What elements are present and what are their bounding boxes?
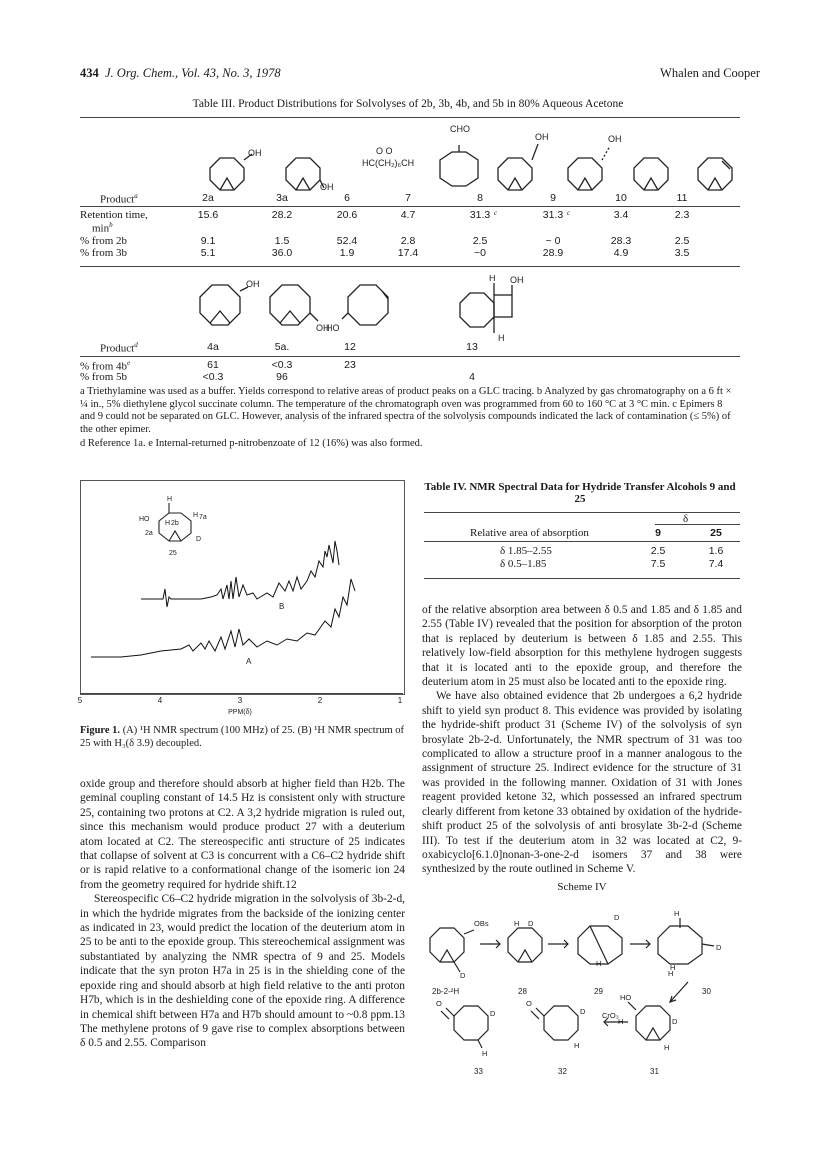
axis-tick: 5 [77, 696, 83, 705]
scheme-label: H [664, 1043, 670, 1052]
table3-cell: 1.9 [339, 247, 355, 259]
scheme-label: HO [620, 993, 632, 1002]
table3-cell: 4.7 [400, 209, 416, 221]
compound-label: 13 [466, 341, 478, 353]
compound-label: 6 [344, 192, 350, 204]
compound-label: 4a [207, 341, 219, 353]
struct-label: O O [376, 146, 393, 156]
fig-struct-label: HO [139, 516, 150, 523]
scheme-label: D [528, 919, 534, 928]
struct-4a [200, 285, 240, 325]
table3-cell: 4 [469, 371, 475, 383]
struct-8 [498, 158, 532, 190]
table4-cell: 7.5 [650, 558, 666, 570]
axis-tick: 4 [157, 696, 163, 705]
scheme-label: O [526, 999, 532, 1008]
compound-label: 10 [615, 192, 627, 204]
trace-a [91, 579, 355, 657]
figure1-caption: Figure 1. (A) ¹H NMR spectrum (100 MHz) of 25. (B) ¹H NMR spectrum of 25 with H₃(δ 3.9) decoupled. [80, 725, 404, 749]
fig-struct-label: H [167, 496, 173, 503]
struct-label: OH [320, 182, 334, 192]
scheme-label: OBs [474, 919, 489, 928]
table3-cell: 15.6 [197, 209, 219, 221]
row-label-cont: $\min^b$ [92, 221, 113, 235]
fig-struct-label: 2b [171, 520, 179, 527]
scheme-label: D [614, 913, 620, 922]
paragraph: Stereospecific C6–C2 hydride migration in the solvolysis of 3b-2-d, in which the hydride migrates from the backside of the ionizing center as indicated in 23, would predict the location of the deuterium atom in 25 to be anti to the epoxide group. This stereochemical assignment was substantiated by analyzing the NMR spectra of 9 and 25. Models indicate that the syn proton H7a in 25 is in the shielding cone of the epoxide ring and should absorb at high field relative to the anti proton H7b, which is in the deshielding cone of the epoxide ring. A difference in chemical shift between H7a and H7b should amount to ~0.8 ppm.13 The methylene protons of 9 gave rise to complex absorptions between δ 0.5 and 2.55. Comparison [80, 893, 405, 1050]
paragraph: We have also obtained evidence that 2b undergoes a 6,2 hydride shift to yield syn product 8. This evidence was provided by isolating the hydride-shift product 31 (Scheme IV) of the solvolysis of syn brosylate 2b-2-d. Unfortunately, the NMR spectrum of 31 was too complicated to allow a structure proof in a manner analogous to the assignment of structure 25. Indirect evidence for the structure of 31 was provided in the following manner. Oxidation of 31 with Jones reagent provided ketone 32, which possessed an infrared spectrum clearly different from ketone 33 obtained by oxidation of the hydride-shift product 25 of the solvolysis of anti brosylate 3b-2-d (Scheme III). To test if the deuterium atom in 32 was located at C2, 9-oxabicyclo[6.1.0]nonan-3-one-2-d isomers 37 and 38 were synthesized by the route outlined in Scheme V. [422, 690, 742, 876]
compound-label: 8 [477, 192, 483, 204]
table3-cell: <0.3 [271, 359, 293, 371]
table3-cell: <0.3 [202, 371, 224, 383]
left-column-text [80, 777, 405, 1051]
fig-struct-label: H [165, 520, 171, 527]
struct-label: H [498, 333, 505, 343]
table3-cell: 9.1 [200, 235, 216, 247]
table3-cell: 20.6 [336, 209, 358, 221]
scheme-label: H [668, 969, 674, 978]
scheme-label: D [716, 943, 722, 952]
struct-11 [698, 158, 732, 190]
struct-label: OH [248, 148, 262, 158]
table4-top-rule [424, 512, 740, 513]
scheme-compound: 33 [474, 1067, 483, 1076]
table3-cell: 52.4 [336, 235, 358, 247]
scheme-compound: 28 [518, 987, 527, 996]
table3-product2-header: Product$^d$ [100, 341, 138, 355]
row-label: % from 2b [80, 235, 128, 247]
fig-struct-label: 7a [199, 514, 207, 521]
axis-tick: 2 [317, 696, 323, 705]
struct-label: HO [326, 323, 340, 333]
scheme-label: D [672, 1017, 678, 1026]
scheme-label: H [574, 1041, 580, 1050]
table3-product-header: Product$^a$ [100, 192, 138, 206]
table3-cell: 3.5 [674, 247, 690, 259]
table3-cell: 2.3 [674, 209, 690, 221]
scheme-compound: 31 [650, 1067, 659, 1076]
footnote-marker: c [494, 209, 498, 217]
figure1-spectrum [81, 481, 404, 694]
scheme-compound: 2b-2-²H [432, 987, 460, 996]
struct-label: OH [535, 132, 549, 142]
table3-footnote: a Triethylamine was used as a buffer. Yields correspond to relative areas of product peaks on a GLC tracing. b Analyzed by gas chromatography on a 6 ft × ¼ in., 5% diethylene glycol succinate column. The temperature of the chromatograph oven was programmed from 60 to 160 °C at 3 °C min. c Epimers 8 and 9 could not be separated on GLC. However, analysis of the infrared spectra of the solvolysis compounds indicated the lack of contamination (≤ 5%) of the other epimer. [80, 386, 732, 435]
struct-label: OH [316, 323, 330, 333]
table3-cell: 28.9 [542, 247, 564, 259]
struct-label: OH [510, 275, 524, 285]
paragraph: oxide group and therefore should absorb at higher field than H2b. The geminal coupling constant of 14.5 Hz is consistent only with structure 25, containing two protons at C2. A 3,2 hydride migration is ruled out, since this mechanism would produce product 27 with a deuterium atom located at C2. The stereospecific anti structure of 25 indicates that collapse of solvent at C3 is concurrent with a C6–C2 hydride shift or is rapid relative to a conformational change of the isomeric ion 24 from the geometry required for hydride shift.12 [80, 778, 405, 891]
axis-label: PPM(δ) [228, 709, 252, 716]
axis-tick: 1 [397, 696, 403, 705]
axis-tick: 3 [237, 696, 243, 705]
scheme-label: H [482, 1049, 488, 1058]
footnote-marker-wrap [494, 209, 497, 223]
scheme-label: H [670, 963, 676, 972]
trace-label: A [246, 657, 252, 666]
struct-10 [634, 158, 668, 190]
scheme-label: H [514, 919, 520, 928]
table3-mid-rule [80, 266, 740, 267]
table3-cell: 23 [344, 359, 356, 371]
struct-label: HC(CH₂)₆CH [362, 158, 415, 168]
fig-struct-label: D [196, 536, 202, 543]
paragraph: of the relative absorption area between δ 0.5 and 1.85 and δ 1.85 and 2.55 (Table IV) revealed that the position for absorption of the proton that is replaced by deuterium is between δ 1.85 and 2.55. This relatively low-field absorption for this methylene hydrogen suggests that it is located anti to the epoxide group, and therefore the deuterium atom in 25 must also be located anti to the epoxide ring. [422, 604, 742, 689]
struct-label: OH [608, 134, 622, 144]
scheme-compound: 30 [702, 987, 711, 996]
table3-cell: 28.2 [271, 209, 293, 221]
scheme-label: D [490, 1009, 496, 1018]
table3-cell: 31.3 [469, 209, 491, 221]
compound-label: 11 [676, 192, 688, 204]
scheme-label: H [596, 959, 602, 968]
table4-row-label: δ 1.85–2.55 [500, 545, 552, 557]
scheme4-title: Scheme IV [557, 881, 607, 893]
table4-delta-rule [655, 524, 740, 525]
scheme-label: CrO₃ [602, 1011, 619, 1020]
table3-cell: 36.0 [271, 247, 293, 259]
table4-col-header: Relative area of absorption [470, 527, 589, 539]
table3-structures-2 [80, 275, 740, 345]
table3-cell: 96 [276, 371, 288, 383]
table3-cell: 2.5 [472, 235, 488, 247]
struct-label: H [489, 275, 496, 283]
table3-cell: 5.1 [200, 247, 216, 259]
authors-header: Whalen and Cooper [660, 66, 760, 80]
figure1-axis [80, 693, 403, 694]
struct-2a [210, 158, 244, 190]
table3-title: Table III. Product Distributions for Solvolyses of 2b, 3b, 4b, and 5b in 80% Aqueous Acetone [192, 98, 624, 110]
scheme-label: D [580, 1007, 586, 1016]
table4-col: 9 [655, 527, 661, 539]
table4-cell: 7.4 [708, 558, 724, 570]
struct-5a [270, 285, 310, 325]
fig-struct-compound: 25 [169, 550, 177, 557]
figure1-frame [80, 480, 405, 695]
scheme-label: D [460, 971, 466, 980]
struct-7 [440, 152, 478, 186]
row-label: % from 5b [80, 371, 128, 383]
struct-9 [568, 158, 602, 190]
compound-label: 9 [550, 192, 556, 204]
trace-label: B [279, 602, 285, 611]
footnote-marker-wrap [567, 209, 570, 223]
table3-cell: 28.3 [610, 235, 632, 247]
fig-struct-label: 2a [145, 530, 153, 537]
table4-row-label: δ 0.5–1.85 [500, 558, 547, 570]
row-label: % from $4b^e$ [80, 359, 131, 373]
table4-col: 25 [710, 527, 722, 539]
table4-cell: 1.6 [708, 545, 724, 557]
row-label: % from 3b [80, 247, 128, 259]
table3-cell: ~0 [474, 247, 486, 259]
table4-cell: 2.5 [650, 545, 666, 557]
scheme-label: H [674, 909, 680, 918]
table3-cell: 31.3 [542, 209, 564, 221]
compound-label: 12 [344, 341, 356, 353]
scheme-compound: 29 [594, 987, 603, 996]
table3-cell: 61 [207, 359, 219, 371]
table3-header-rule [80, 206, 740, 207]
right-column-text [422, 603, 742, 877]
running-header [80, 66, 281, 81]
table3-cell: ~ 0 [545, 235, 561, 247]
table3-cell: 2.8 [400, 235, 416, 247]
page-number: 434 [80, 66, 99, 80]
table3-footnote: d Reference 1a. e Internal-returned p-nitrobenzoate of 12 (16%) was also formed. [80, 438, 423, 449]
scheme4-structures [418, 898, 746, 1080]
struct-13 [460, 293, 494, 327]
compound-label: 2a [202, 192, 214, 204]
table3-cell: 2.5 [674, 235, 690, 247]
table3-structures [80, 120, 740, 192]
struct-label: CHO [450, 124, 470, 134]
struct-3a [286, 158, 320, 190]
compound-label: 7 [405, 192, 411, 204]
footnote-marker: c [567, 209, 571, 217]
compound-label: 3a [276, 192, 288, 204]
fig-struct-label: H [193, 512, 199, 519]
scheme-compound: 32 [558, 1067, 567, 1076]
table4-delta: δ [683, 513, 689, 525]
table3-cell: 1.5 [274, 235, 290, 247]
scheme-label: O [436, 999, 442, 1008]
struct-label: OH [246, 279, 260, 289]
table3-header2-rule [80, 356, 740, 357]
table3-top-rule [80, 117, 740, 118]
row-label: Retention time, [80, 209, 148, 221]
table3-cell: 17.4 [397, 247, 419, 259]
journal-citation: J. Org. Chem., Vol. 43, No. 3, 1978 [105, 66, 281, 80]
compound-label: 5a. [274, 341, 290, 353]
table4-bottom-rule [424, 578, 740, 579]
table4-mid-rule [424, 541, 740, 542]
scheme-label: H [618, 1017, 624, 1026]
table4-title: Table IV. NMR Spectral Data for Hydride Transfer Alcohols 9 and 25 [424, 481, 736, 505]
table3-cell: 3.4 [613, 209, 629, 221]
table3-cell: 4.9 [613, 247, 629, 259]
